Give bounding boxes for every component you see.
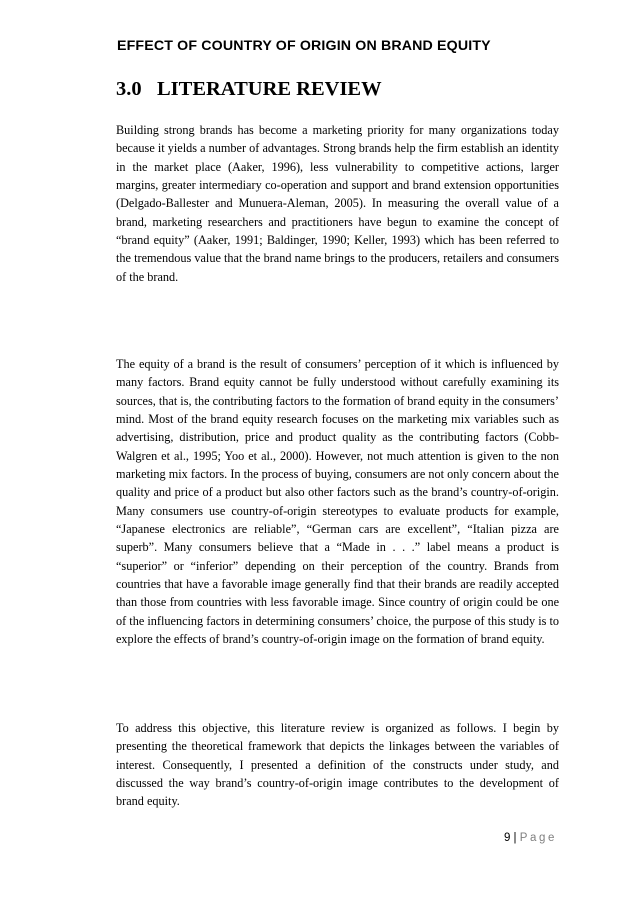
section-heading: 3.0 LITERATURE REVIEW bbox=[116, 78, 382, 100]
running-header: EFFECT OF COUNTRY OF ORIGIN ON BRAND EQUITY bbox=[117, 38, 491, 54]
page-label: Page bbox=[519, 832, 557, 844]
page-number: 9 bbox=[503, 832, 511, 844]
paragraph-brand-equity: The equity of a brand is the result of consumers’ perception of it which is influenced by many factors. Brand equity cannot be fully understood without carefully examining its sources, that is, the contributing factors to the formation of brand equity in the consumers’ mind. Most of the brand equity research focuses on the marketing mix variables such as advertising, distribution, price and product quality as the contributing factors (Cobb-Walgren et al., 1995; Yoo et al., 2000). However, not much attention is given to the non marketing mix factors. In the process of buying, consumers are not only concern about the quality and price of a product but also other factors such as the brand’s country-of-origin. Many consumers use country-of-origin stereotypes to evaluate products for example, “Japanese electronics are reliable”, “German cars are excellent”, “Italian pizza are superb”. Many consumers believe that a “Made in . . .” label means a product is “superior” or “inferior” depending on their perception of the country. Brands from countries that have a favorable image generally find that their brands are readily accepted than those from countries with less favorable image. Since country of origin could be one of the influencing factors in determining consumers’ choice, the purpose of this study is to explore the effects of brand’s country-of-origin image on the formation of brand equity. bbox=[116, 357, 559, 647]
footer-separator: | bbox=[510, 832, 520, 844]
paragraph-review-organization: To address this objective, this literature review is organized as follows. I begin by presenting the theoretical framework that depicts the linkages between the variables of interest. Consequently, I presented a definition of the constructs under study, and discussed the way brand’s country-of-origin image contributes to the development of brand equity. bbox=[116, 721, 559, 809]
page-footer bbox=[504, 832, 557, 844]
paragraph-brand-building: Building strong brands has become a marketing priority for many organizations today because it yields a number of advantages. Strong brands help the firm establish an identity in the market place (Aaker, 1996), less vulnerability to competitive actions, larger margins, greater intermediary co-operation and support and brand extension opportunities (Delgado-Ballester and Munuera-Aleman, 2005). In measuring the overall value of a brand, marketing researchers and practitioners have begun to examine the concept of “brand equity” (Aaker, 1991; Baldinger, 1990; Keller, 1993) which has been referred to the tremendous value that the brand name brings to the producers, retailers and consumers of the brand. bbox=[116, 123, 559, 284]
